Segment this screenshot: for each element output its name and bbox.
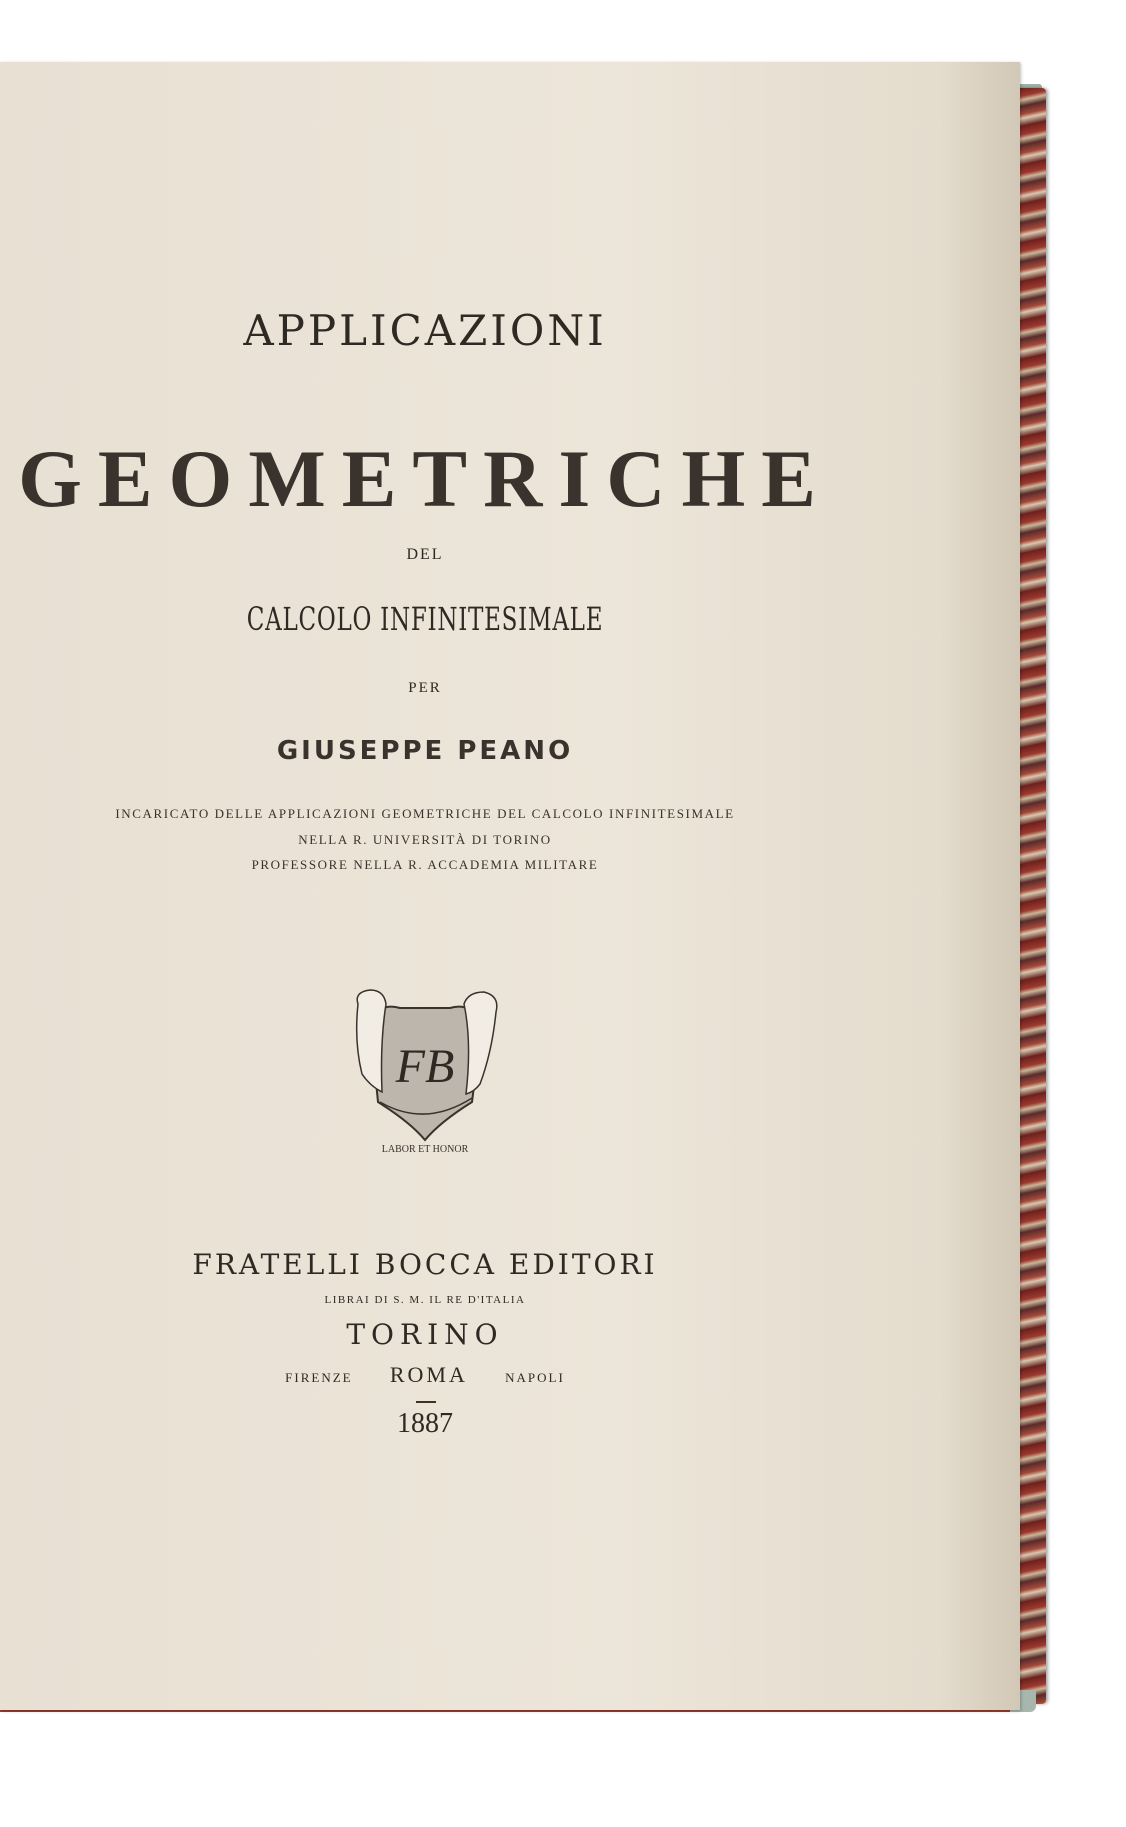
emblem-motto: LABOR ET HONOR: [381, 1144, 469, 1152]
author-name: GIUSEPPE PEANO: [276, 736, 574, 766]
divider-dash: [416, 1401, 436, 1403]
publisher-name: FRATELLI BOCCA EDITORI: [192, 1248, 658, 1281]
publisher-shield-icon: [340, 982, 510, 1152]
title-line-1: APPLICAZIONI: [243, 306, 607, 355]
title-page: [0, 62, 1020, 1710]
marbled-edge: [1016, 88, 1046, 1704]
credential-line-3: PROFESSORE NELLA R. ACCADEMIA MILITARE: [251, 857, 599, 872]
credential-line-1: INCARICATO DELLE APPLICAZIONI GEOMETRICHE DEL CALCOLO INFINITESIMALE: [115, 806, 735, 821]
publisher-subtitle: LIBRAI DI S. M. IL RE D'ITALIA: [324, 1294, 526, 1306]
byline-per: PER: [408, 680, 442, 696]
publication-year: 1887: [397, 1408, 453, 1439]
city-napoli: NAPOLI: [505, 1370, 565, 1385]
city-roma: ROMA: [389, 1362, 468, 1387]
subtitle: CALCOLO INFINITESIMALE: [246, 600, 604, 638]
emblem-monogram: FB: [395, 1040, 455, 1093]
title-conjunction: DEL: [406, 546, 444, 563]
credential-line-2: NELLA R. UNIVERSITÀ DI TORINO: [298, 832, 552, 847]
publisher-city: TORINO: [346, 1318, 504, 1351]
title-line-2: GEOMETRICHE: [18, 433, 832, 524]
city-firenze: FIRENZE: [285, 1370, 353, 1385]
other-cities: [0, 1362, 850, 1388]
